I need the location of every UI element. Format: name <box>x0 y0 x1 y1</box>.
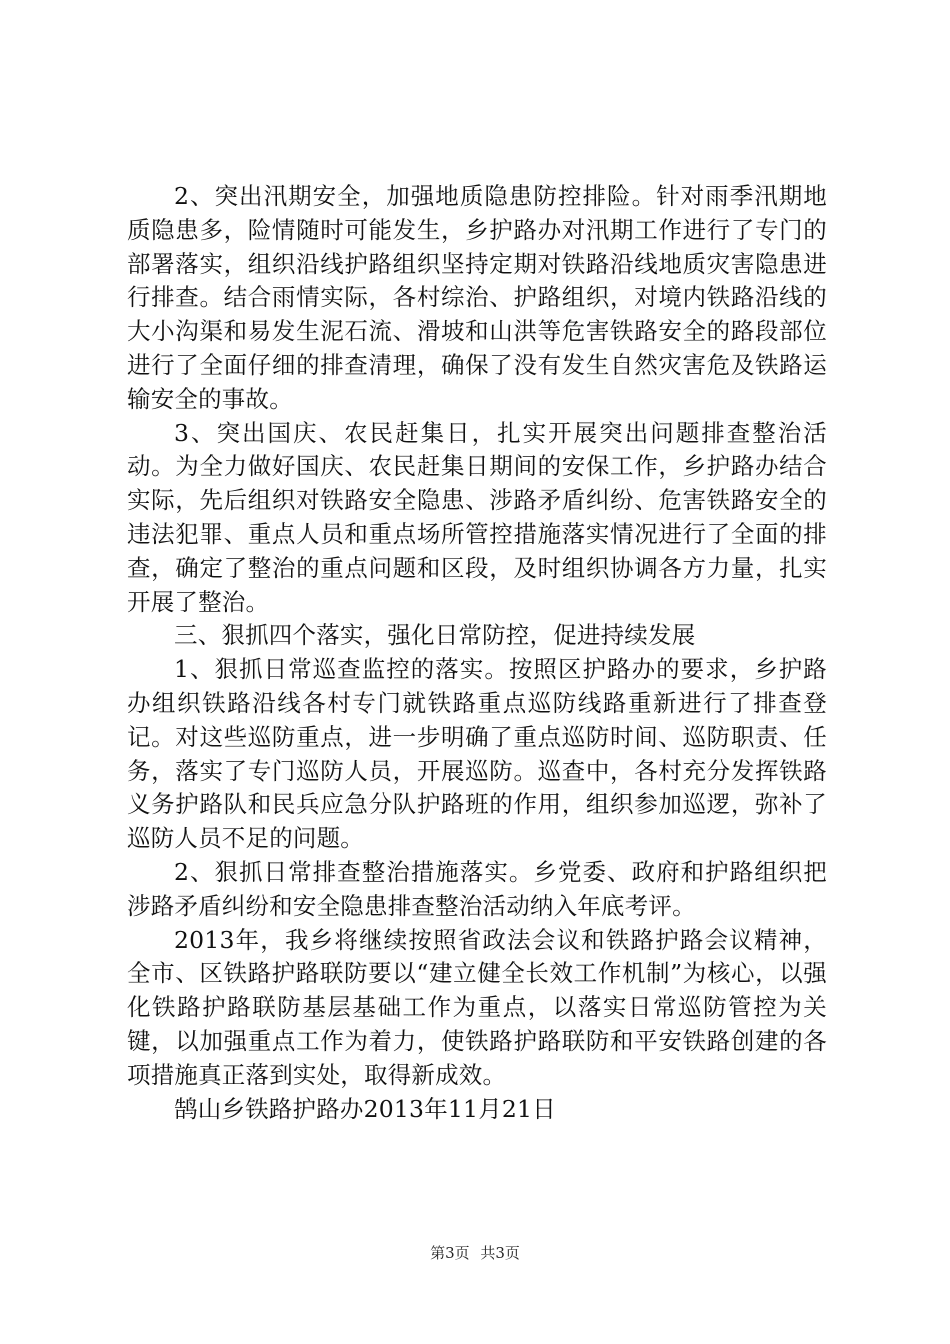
paragraph-2013-plan: 2013年，我乡将继续按照省政法会议和铁路护路会议精神，全市、区铁路护路联防要以“建立健全长效工作机制”为核心，以强化铁路护路联防基层基础工作为重点，以落实日常巡防管控为关键，以加强重点工作为着力，使铁路护路联防和平安铁路创建的各项措施真正落到实处，取得新成效。 <box>127 925 827 1089</box>
paragraph-flood-safety: 2、突出汛期安全，加强地质隐患防控排险。针对雨季汛期地质隐患多，险情随时可能发生，乡护路办对汛期工作进行了专门的部署落实，组织沿线护路组织坚持定期对铁路沿线地质灾害隐患进行排查。结合雨情实际，各村综治、护路组织，对境内铁路沿线的大小沟渠和易发生泥石流、滑坡和山洪等危害铁路安全的路段部位进行了全面仔细的排查清理，确保了没有发生自然灾害危及铁路运输安全的事故。 <box>127 182 827 413</box>
page-total: 共3页 <box>480 1244 520 1262</box>
paragraph-rectification: 2、狠抓日常排查整治措施落实。乡党委、政府和护路组织把涉路矛盾纠纷和安全隐患排查整治活动纳入年底考评。 <box>127 857 827 920</box>
page-footer <box>0 1243 950 1263</box>
section-heading-three: 三、狠抓四个落实，强化日常防控，促进持续发展 <box>174 621 696 650</box>
paragraph-patrol: 1、狠抓日常巡查监控的落实。按照区护路办的要求，乡护路办组织铁路沿线各村专门就铁路重点巡防线路重新进行了排查登记。对这些巡防重点，进一步明确了重点巡防时间、巡防职责、任务，落实了专门巡防人员，开展巡防。巡查中，各村充分发挥铁路义务护路队和民兵应急分队护路班的作用，组织参加巡逻，弥补了巡防人员不足的问题。 <box>127 655 827 853</box>
page-number: 第3页 <box>430 1244 470 1262</box>
paragraph-national-day: 3、突出国庆、农民赶集日，扎实开展突出问题排查整治活动。为全力做好国庆、农民赶集日期间的安保工作，乡护路办结合实际，先后组织对铁路安全隐患、涉路矛盾纠纷、危害铁路安全的违法犯罪、重点人员和重点场所管控措施落实情况进行了全面的排查，确定了整治的重点问题和区段，及时组织协调各方力量，扎实开展了整治。 <box>127 418 827 616</box>
document-body <box>127 180 827 1126</box>
signature-date-line: 鹄山乡铁路护路办2013年11月21日 <box>174 1094 556 1123</box>
